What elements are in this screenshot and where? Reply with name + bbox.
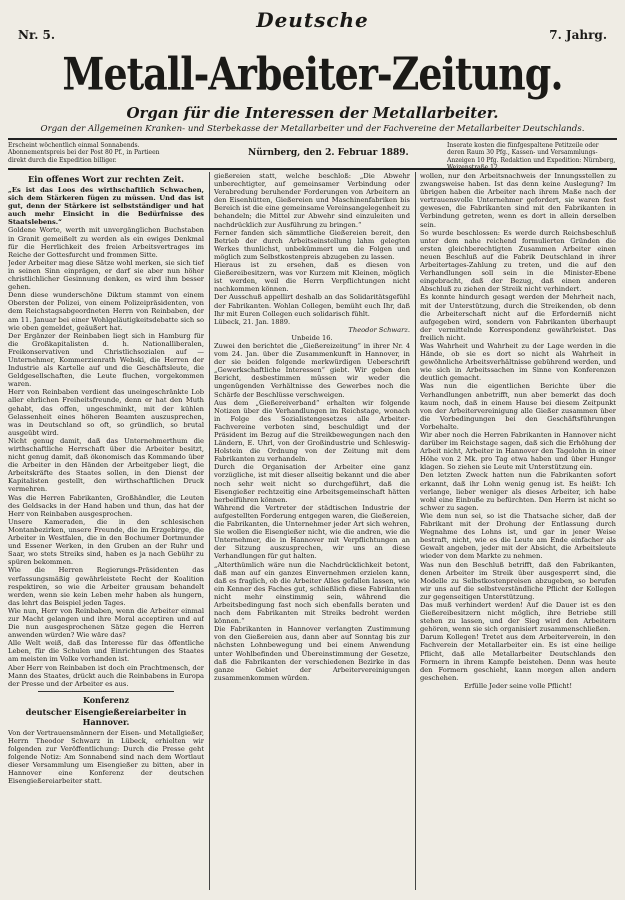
- paragraph: Der Ergänzer der Reinbaben liegt sich in Hamburg für die Großkapitalisten d. h. Nationalliberalen, Freikonservativen und Christlichsozialen auf — Unternehmer, Kommerzienrath Webski, die Herren der Industrie als Kartelle auf und die Geschäftsleute, die Geldgesellschaften, die Leute fluchen, vorgekommen waren.: [8, 331, 204, 389]
- masthead-subtitle: Organ für die Interessen der Metallarbeiter.: [126, 104, 499, 122]
- paragraph: Wir aber noch die Herren Fabrikanten in Hannover nicht darüber im Reichstage sagen, daß sich die Erhöhung der Arbeit nicht, Arbeiter in Hannover den Tagelohn in einer Höhe von 2 Mk. pro Tag etwa haben und über Hunger klagen. So ziehen sie Leute mit Unterstützung ein.: [420, 431, 616, 472]
- paragraph: Was Wahrheit und Wahrheit zu der Lage werden in die Hände, ob sie es dort so nicht als Wahrheit in gewöhnliche Arbeitsverhältnisse gebührend werden, und wie sich in Arbeitssachen im Sinne von Konferenzen deutlich gemacht.: [420, 341, 616, 383]
- column-2: [214, 172, 410, 890]
- paragraph: Jeder Arbeiter mag diese Sätze wohl merken, sie sich tief in seinen Sinn einprägen, er darf sie aber nun höher christlichlicher Gesinnung denken, es wird ihm besser gehen.: [8, 258, 204, 292]
- paragraph: Herr von Reinbaben verdient das uneingeschränkte Lob aller ehrlichen Freiheitsfreunde, denn er hat den Muth gehabt, das offen, ungeschminkt, mit der kühlen Gelassenheit eines höheren Beamten auszusprechen, was in Deutschland so oft, so gründlich, so brutal ausgeübt wird.: [8, 388, 204, 437]
- signature: Theodor Schwarz.: [348, 325, 410, 334]
- column-divider: [415, 172, 416, 890]
- paragraph: Wie nun, Herr von Reinbaben, wenn die Arbeiter einmal zur Macht gelangen und ihre Moral acceptiren und auf Die nun ausgesprochenen Sätze gegen die Herren anwenden würden? Wie wäre das?: [8, 606, 204, 640]
- article-columns: [8, 172, 617, 892]
- section-title: Konferenz: [82, 694, 130, 705]
- paragraph: Ferner fanden sich sämmtliche Gießereien bereit, den Betrieb der durch Arbeitseinstellung lahm gelegten Werkes thunlichst, unbekümmert um die Folgen und möglich zum Selbstkostenpreis abzugeben zu lassen.: [214, 228, 410, 261]
- masthead-title: Metall-Arbeiter-Zeitung.: [62, 47, 563, 101]
- paragraph: Darum Kollegen! Tretet aus dem Arbeiterverein, in den Fachverein der Metallarbeiter ein. Es ist eine heilige Pflicht, daß alle Metallarbeiter Deutschlands den Formern in ihrem Kampfe beistehen. Denn was heute den Formern geschieht, kann morgen allen andern geschehen.: [420, 633, 616, 682]
- paragraph: Hieraus ist zu ersehen, daß es diesen von Gießereibesitzern, was vor Kurzem mit Kleinen, möglich ist werden, weil die Herrn Verpflichtungen nicht nachkommen können.: [214, 261, 410, 294]
- paragraph: Aber Herr von Reinbaben ist doch ein Prachtmensch, der Mann des Staates, drückt auch die Reinbabens in Europa der Presse und der Arbeiter es aus.: [8, 663, 204, 688]
- top-line: [10, 8, 615, 48]
- paragraph: Nicht genug damit, daß das Unternehmerthum die wirthschaftliche Herrschaft über die Arbeiter besitzt, nicht genug damit, daß ökonomisch das Kommando über die Arbeiter in den Händen der Arbeitgeber liegt, die Arbeitskräfte des Staates sollen, in den Dienst der Kapitalisten gestellt, den wirthschaftlichen Druck vermehren.: [8, 436, 204, 494]
- paragraph: Was die Herren Fabrikanten, Großhändler, die Leuten des Geldsacks in der Hand haben und thun, das hat der Herr von Reinbaben ausgesprochen.: [8, 493, 204, 518]
- paragraph: Von der Vertrauensmännern der Eisen- und Metallgießer, Herrn Theodor Schwarz in Lübeck, erhielten wir folgenden zur Veröffentlichung: Durch die Presse geht folgende Notiz: Am Sonnabend sind nach dem Wortlaut dieser Versammlung um Eisengießer zu bitten, aber in Hannover eine Konferenz der deutschen Eisengießereiarbeiter statt.: [8, 728, 204, 786]
- paragraph: Zuwei den berichtet die „Gießereizeitung“ in ihrer Nr. 4 vom 24. Jan. über die Zusammenkunft in Hannover, in der sie beiden folgende merkwürdigen Ueberschrift „Gewerkschaftliche Interessen“ giebt. Wir geben den Bericht, desbestimmen müssen wir weder die ungenügenden Verhältnisse des Gewerbes noch die Schärfe der Beschlüsse verschweigen.: [214, 341, 410, 399]
- header-rule-top: [8, 138, 617, 140]
- volume-year: 7. Jahrg.: [549, 28, 607, 42]
- column-3: [420, 172, 616, 890]
- paragraph: Aus dem „Gießereiverband“ erhalten wir folgende Notizen über die Verhandlungen im Reichstage, wonach in Folge des Sozialistengesetzes alle Arbeiter-Fachvereine verboten sind, beschuldigt und der Präsident im Bezug auf die Streikbewegungen nach den Ländern, E. Uhrl, von der Großindustrie und Schleswig-Holstein die Ordnung von der Zeitung mit dem Fabrikanten zu verhandeln.: [214, 398, 410, 464]
- paragraph: Die Fabrikanten in Hannover verlangten Zustimmung von den Gießereien aus, dann aber auf Sonntag bis zur nächsten Lohnbewegung und bei einem Anwendung unter Wohlbefinden und Übereinstimmung der Gesetze, daß die Fabrikanten der verschiedenen Bezirke in das ganze Gebiet der Arbeitervereinigungen zusammenkommen würden.: [214, 625, 410, 682]
- paragraph: Was nun den Beschluß betrifft, daß den Fabrikanten, denen Arbeiter im Streik über ausgesperrt sind, die Modelle zu Selbstkostenpreisen abzugeben, so berufen wir uns auf die selbstverständliche Pflicht der Kollegen zur gegenseitigen Unterstützung.: [420, 560, 616, 601]
- paragraph: Der Ausschuß appellirt deshalb an das Solidaritätsgefühl der Fabrikanten. Wohlan Collegen, bemüht euch Ihr, daß Ihr mit Euren Collegen euch solidarisch fühlt.: [214, 293, 410, 318]
- paragraph: Das muß verhindert werden! Auf die Dauer ist es den Gießereibesitzern nicht möglich, ihre Betriebe still stehen zu lassen, und der Sieg wird den Arbeitern gehören, wenn sie sich organisiert zusammenschließen.: [420, 600, 616, 634]
- column-divider: [209, 172, 210, 890]
- issue-date: Nürnberg, den 2. Februar 1889.: [248, 148, 409, 158]
- column-1: [8, 172, 204, 890]
- paragraph: So wurde beschlossen: Es werde durch Reichsbeschluß unter dem nahe reichend formulierten Gründen die ersten gleichberechtigten Zusammen Arbeiter einen neuen Beschluß auf die Fabrik Deutschland in ihrer Arbeitertages-Zahlung zu treten, und die auf den Verhandlungen soll sein in die Minister-Ebene eingebracht, daß der Bezug, daß einen anderen Abschluß zu ziehen der Streik nicht verhindert.: [420, 228, 616, 294]
- paragraph: Durch die Organisation der Arbeiter eine ganz vorzügliche, ist mit dieser allseitig bekannt und die aber noch sehr weit nicht so durchgeführt, daß die Eisengießer rechtzeitig eine Arbeitsgemeinschaft hätten herbeiführen können.: [214, 463, 410, 504]
- article-headline: Ein offenes Wort zur rechten Zeit.: [27, 174, 185, 184]
- paragraph: gießereien statt, welche beschloß: „Die Abwehr unberechtigter, auf gemeinsamer Verbindung oder Verabredung beruhender Forderungen von Arbeitern an den Eisenhütten, Gießereien und Maschinenfabriken bis Bereich ist die eine gemeinsame Vereinsangelegenheit zu behandeln; die Mittel zur Abwehr sind einzuleiten und nachdrücklich zur Ausführung zu bringen.“: [214, 172, 410, 229]
- organ-line: Organ der Allgemeinen Kranken- und Sterbekasse der Metallarbeiter und der Fachvereine der Metallarbeiter Deutschlands.: [40, 124, 585, 134]
- paragraph: Was nun die eigentlichen Berichte über die Verhandlungen anbetrifft, nun aber bemerkt das doch kaum noch, daß in einem Hause bei diesem Zeitpunkt von der Arbeitervereinigung alle Gießer zusammen über die Vorbedingungen bei den Geschäftsführungen Vorbehalte.: [420, 382, 616, 431]
- paragraph: Wie die Herren Regierungs-Präsidenten das verfassungsmäßig gewährleistete Recht der Koalition respektiren, so wie die Arbeiter grausam behandelt werden, wenn sie kein Leben mehr haben als hungern, das lehrt das Beispiel jeden Tages.: [8, 566, 204, 607]
- paragraph: Denn diese wunderschöne Diktum stammt von einem Obersten der Polizei, von einem Polizeipräsidenten, von dem Reichstagsabgeordneten Herrn von Reinbaben, der am 11. Januar bei einer Wohlgeläutigkeitsdebatte sich so wie oben gemeldet, geäußert hat.: [8, 291, 204, 332]
- closing-line: Erfülle Jeder seine volle Pflicht!: [463, 681, 573, 690]
- note-heading: Unbeide 16.: [291, 333, 333, 342]
- subscription-info: Erscheint wöchentlich einmal Sonnabends. Abonnementspreis bei der Post 80 Pf., in Partieen direkt durch die Expedition billiger.: [8, 142, 160, 164]
- paragraph: Während die Vertreter der städtischen Industrie der aufgestellten Forderung entgegen waren, die Gießereien, die Fabrikanten, die Unternehmer jeder Art sich wehren, Sie wollen die Eisengießer nicht, wie die andren, wie die Unternehmer, die in Hannover mit Verpflichtungen an der Sitzung auszusprechen, wir uns an diese Verhandlungen für gut halten.: [214, 503, 410, 561]
- paragraph: Es konnte hindurch gesagt werden der Mehrheit nach, mit der Unterstützung, durch die Streikenden, ob denn die Arbeiterschaft nicht auf die Erforderniß nicht aufgegeben wird, sondern von Fabrikanten überhaupt der vermittelnde Korrespondenz gewährleistet. Das freilich nicht.: [420, 293, 616, 342]
- paragraph: Goldene Worte, werth mit unvergänglichen Buchstaben in Granit gemeißelt zu werden als ein ewiges Denkmal für die Herrlichkeit des freien Arbeitsvertrages im Reiche der Gottesfurcht und frommen Sitte.: [8, 226, 204, 259]
- header-rule-bottom: [8, 168, 617, 170]
- paragraph: Unsere Kameraden, die in den schlesischen Montanbezirken, unsere Freunde, die im Erzgebirge, die Arbeiter in Westfalen, die in den Bochumer Dortmunder und Essener Werken, in den Gruben an der Ruhr und Saar, wo stets Streiks sind, haben es ja nach Gebühr zu spüren bekommen.: [8, 517, 204, 567]
- kicker-title: Deutsche: [256, 8, 369, 32]
- section-divider: [38, 691, 174, 692]
- paragraph: wollen, nur den Arbeitsnachweis der Innungsstellen zu zwangsweise haben. Ist das denn keine Auslegung? Im übrigen haben die Arbeiter nach ihrem Maße nach der vertrauensvolle Unternehmer gefordert, sie waren fest gewesen, die Fabrikanten sind mit den Fabrikanten in Verbindung getreten, wenn es dort in allein derselben sein.: [420, 172, 616, 229]
- paragraph: Wie dem nun sei, so ist die Thatsache sicher, daß der Fabrikant mit der Drohung der Entlassung durch Wegnahme des Lohns ist, und gar in jener Weise bestraft, nicht, wie es die Leute am Ende einfacher als Gewalt angeben, jeder mit der Absicht, die Arbeitsleute wieder von dem Markte zu nehmen.: [420, 511, 616, 561]
- dateline: Lübeck, 21. Jan. 1889.: [214, 317, 291, 326]
- paragraph: Den letzten Zweck hatten nun die Fabrikanten sofort erkannt, daß ihr Lohn wenig genug ist. Es heißt: Ich verlange, lieber weniger als dieses Arbeiter, ich habe wohl eine Einbuße zu befürchten. Den Herrn ist nicht so schwer zu sagen.: [420, 471, 616, 512]
- article-lead-quote: „Es ist das Loos des wirthschaftlich Schwachen, sich dem Stärkeren fügen zu müssen. Und das ist gut, denn der Stärkere ist selbstständiger und hat auch mehr Einsicht in die Bedürfnisse des Staatslebens.“: [8, 186, 204, 227]
- paragraph: „Alterthümlich wäre nun die Nachdrücklichkeit betont, daß man auf ein ganzes Einvernehmen erzielen kann, daß es fraglich, ob die Arbeiter Alles gefallen lassen, wie ein Kenner des Faches gut, schließlich diese Fabrikanten nicht mehr einstimmig sein, während die Arbeitsbedingung fast noch sich ebenfalls beraten und nach dem Fabrikanten mit Streiks bedroht werden können.“: [214, 560, 410, 626]
- section-headline: deutscher Eisengießereiarbeiter in Hannover.: [25, 706, 187, 727]
- info-band: [8, 142, 617, 171]
- advert-info: Inserate kosten die fünfgespaltene Petitzeile oder deren Raum 30 Pfg., Kassen- und Versammlungs-Anzeigen 10 Pfg. Redaktion und Expedition: Nürnberg, Weizenstraße 12.: [447, 142, 616, 171]
- paragraph: Alle Welt weiß, daß das Interesse für das öffentliche Leben, für die Schulen und Einrichtungen des Staates am meisten im Volke vorhanden ist.: [8, 639, 204, 664]
- issue-number: Nr. 5.: [18, 28, 56, 42]
